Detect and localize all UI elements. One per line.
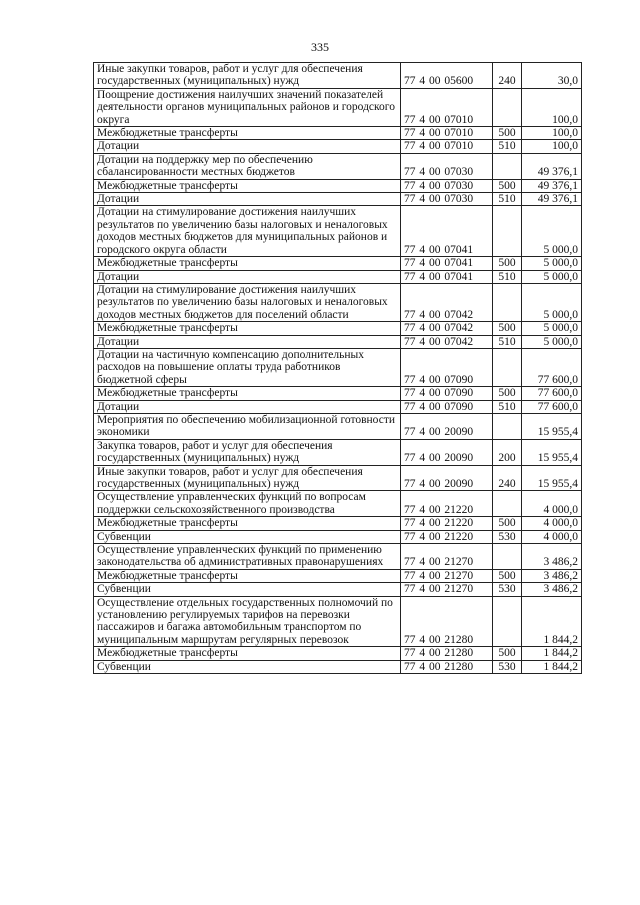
row-code-cell: 77 4 00 07030 (401, 193, 493, 206)
row-code-cell: 77 4 00 07090 (401, 348, 493, 386)
row-code-cell: 77 4 00 21270 (401, 583, 493, 596)
row-name-cell: Межбюджетные трансферты (94, 257, 401, 270)
row-name-cell: Иные закупки товаров, работ и услуг для обеспечения государственных (муниципальных) нужд (94, 465, 401, 491)
table-row (94, 193, 582, 206)
row-type-cell: 530 (493, 660, 522, 673)
row-name-cell: Дотации на частичную компенсацию дополнительных расходов на повышение оплаты труда работников бюджетной сферы (94, 348, 401, 386)
table-row (94, 322, 582, 335)
table-row (94, 491, 582, 517)
row-amount-cell: 49 376,1 (522, 153, 582, 179)
row-type-cell: 500 (493, 127, 522, 140)
row-code-cell: 77 4 00 07010 (401, 140, 493, 153)
row-amount-cell: 5 000,0 (522, 335, 582, 348)
row-name-cell: Дотации (94, 193, 401, 206)
row-amount-cell: 49 376,1 (522, 179, 582, 192)
row-amount-cell: 5 000,0 (522, 283, 582, 321)
row-type-cell (493, 88, 522, 126)
row-code-cell: 77 4 00 07041 (401, 270, 493, 283)
row-code-cell: 77 4 00 21280 (401, 660, 493, 673)
row-code-cell: 77 4 00 07090 (401, 400, 493, 413)
row-name-cell: Субвенции (94, 583, 401, 596)
row-name-cell: Осуществление управленческих функций по вопросам поддержки сельскохозяйственного производства (94, 491, 401, 517)
row-amount-cell: 100,0 (522, 88, 582, 126)
row-type-cell: 510 (493, 193, 522, 206)
row-type-cell (493, 206, 522, 257)
table-row (94, 583, 582, 596)
row-code-cell: 77 4 00 05600 (401, 63, 493, 89)
row-amount-cell: 77 600,0 (522, 348, 582, 386)
row-code-cell: 77 4 00 21280 (401, 647, 493, 660)
row-type-cell: 500 (493, 517, 522, 530)
row-type-cell: 500 (493, 647, 522, 660)
budget-table (93, 62, 582, 674)
row-name-cell: Осуществление отдельных государственных полномочий по установлению регулируемых тарифов на перевозки пассажиров и багажа автомобильным транспортом по муниципальным маршрутам регулярных перевозок (94, 596, 401, 647)
row-type-cell: 510 (493, 400, 522, 413)
row-code-cell: 77 4 00 21270 (401, 569, 493, 582)
table-row (94, 660, 582, 673)
row-type-cell (493, 491, 522, 517)
row-type-cell: 240 (493, 465, 522, 491)
row-name-cell: Дотации (94, 400, 401, 413)
row-name-cell: Осуществление управленческих функций по применению законодательства об административных правонарушениях (94, 544, 401, 570)
row-amount-cell: 1 844,2 (522, 596, 582, 647)
row-code-cell: 77 4 00 20090 (401, 465, 493, 491)
table-row (94, 413, 582, 439)
row-type-cell: 500 (493, 322, 522, 335)
row-amount-cell: 4 000,0 (522, 491, 582, 517)
row-name-cell: Межбюджетные трансферты (94, 387, 401, 400)
table-row (94, 179, 582, 192)
row-code-cell: 77 4 00 07010 (401, 88, 493, 126)
row-amount-cell: 100,0 (522, 140, 582, 153)
row-code-cell: 77 4 00 21220 (401, 517, 493, 530)
row-amount-cell: 30,0 (522, 63, 582, 89)
row-code-cell: 77 4 00 07090 (401, 387, 493, 400)
row-code-cell: 77 4 00 20090 (401, 439, 493, 465)
table-row (94, 270, 582, 283)
table-row (94, 257, 582, 270)
row-code-cell: 77 4 00 07042 (401, 322, 493, 335)
row-type-cell (493, 348, 522, 386)
table-row (94, 153, 582, 179)
page-number: 335 (311, 40, 329, 54)
table-row (94, 530, 582, 543)
row-name-cell: Субвенции (94, 660, 401, 673)
table-row (94, 465, 582, 491)
row-type-cell: 500 (493, 569, 522, 582)
row-name-cell: Дотации на поддержку мер по обеспечению сбалансированности местных бюджетов (94, 153, 401, 179)
row-code-cell: 77 4 00 07042 (401, 283, 493, 321)
table-row (94, 283, 582, 321)
budget-table-body (94, 63, 582, 674)
table-row (94, 647, 582, 660)
row-amount-cell: 5 000,0 (522, 257, 582, 270)
table-row (94, 400, 582, 413)
row-type-cell (493, 153, 522, 179)
row-name-cell: Межбюджетные трансферты (94, 517, 401, 530)
row-code-cell: 77 4 00 07042 (401, 335, 493, 348)
row-amount-cell: 1 844,2 (522, 647, 582, 660)
row-name-cell: Иные закупки товаров, работ и услуг для обеспечения государственных (муниципальных) нужд (94, 63, 401, 89)
row-type-cell: 500 (493, 179, 522, 192)
row-code-cell: 77 4 00 21220 (401, 491, 493, 517)
row-amount-cell: 3 486,2 (522, 583, 582, 596)
row-amount-cell: 4 000,0 (522, 530, 582, 543)
row-code-cell: 77 4 00 07041 (401, 206, 493, 257)
row-amount-cell: 3 486,2 (522, 569, 582, 582)
table-row (94, 127, 582, 140)
table-row (94, 206, 582, 257)
table-row (94, 596, 582, 647)
row-amount-cell: 15 955,4 (522, 413, 582, 439)
row-type-cell: 510 (493, 335, 522, 348)
row-name-cell: Дотации на стимулирование достижения наилучших результатов по увеличению базы налоговых и неналоговых доходов местных бюджетов для поселений области (94, 283, 401, 321)
row-name-cell: Межбюджетные трансферты (94, 127, 401, 140)
table-row (94, 63, 582, 89)
table-row (94, 544, 582, 570)
row-type-cell: 200 (493, 439, 522, 465)
row-amount-cell: 3 486,2 (522, 544, 582, 570)
row-name-cell: Закупка товаров, работ и услуг для обеспечения государственных (муниципальных) нужд (94, 439, 401, 465)
row-name-cell: Поощрение достижения наилучших значений показателей деятельности органов муниципальных районов и городского округа (94, 88, 401, 126)
row-name-cell: Мероприятия по обеспечению мобилизационной готовности экономики (94, 413, 401, 439)
row-type-cell (493, 596, 522, 647)
row-amount-cell: 1 844,2 (522, 660, 582, 673)
row-name-cell: Субвенции (94, 530, 401, 543)
row-amount-cell: 15 955,4 (522, 439, 582, 465)
row-amount-cell: 4 000,0 (522, 517, 582, 530)
row-code-cell: 77 4 00 07041 (401, 257, 493, 270)
row-code-cell: 77 4 00 21270 (401, 544, 493, 570)
table-row (94, 387, 582, 400)
row-amount-cell: 5 000,0 (522, 270, 582, 283)
row-code-cell: 77 4 00 07030 (401, 153, 493, 179)
row-code-cell: 77 4 00 20090 (401, 413, 493, 439)
table-row (94, 140, 582, 153)
row-type-cell: 500 (493, 387, 522, 400)
row-amount-cell: 49 376,1 (522, 193, 582, 206)
table-row (94, 439, 582, 465)
table-row (94, 569, 582, 582)
row-name-cell: Межбюджетные трансферты (94, 647, 401, 660)
row-type-cell: 530 (493, 583, 522, 596)
row-code-cell: 77 4 00 21220 (401, 530, 493, 543)
row-code-cell: 77 4 00 07030 (401, 179, 493, 192)
row-amount-cell: 77 600,0 (522, 400, 582, 413)
row-type-cell (493, 544, 522, 570)
row-name-cell: Дотации на стимулирование достижения наилучших результатов по увеличению базы налоговых и неналоговых доходов местных бюджетов для муниципальных районов и городского округа области (94, 206, 401, 257)
row-name-cell: Межбюджетные трансферты (94, 569, 401, 582)
row-name-cell: Дотации (94, 335, 401, 348)
table-row (94, 348, 582, 386)
table-row (94, 517, 582, 530)
row-type-cell: 510 (493, 140, 522, 153)
row-code-cell: 77 4 00 21280 (401, 596, 493, 647)
row-name-cell: Дотации (94, 270, 401, 283)
row-type-cell: 240 (493, 63, 522, 89)
row-code-cell: 77 4 00 07010 (401, 127, 493, 140)
row-type-cell: 500 (493, 257, 522, 270)
row-type-cell: 510 (493, 270, 522, 283)
row-amount-cell: 5 000,0 (522, 322, 582, 335)
row-name-cell: Дотации (94, 140, 401, 153)
row-amount-cell: 15 955,4 (522, 465, 582, 491)
table-row (94, 335, 582, 348)
row-type-cell (493, 283, 522, 321)
row-type-cell: 530 (493, 530, 522, 543)
table-row (94, 88, 582, 126)
row-type-cell (493, 413, 522, 439)
row-amount-cell: 5 000,0 (522, 206, 582, 257)
row-amount-cell: 100,0 (522, 127, 582, 140)
row-name-cell: Межбюджетные трансферты (94, 179, 401, 192)
row-name-cell: Межбюджетные трансферты (94, 322, 401, 335)
row-amount-cell: 77 600,0 (522, 387, 582, 400)
